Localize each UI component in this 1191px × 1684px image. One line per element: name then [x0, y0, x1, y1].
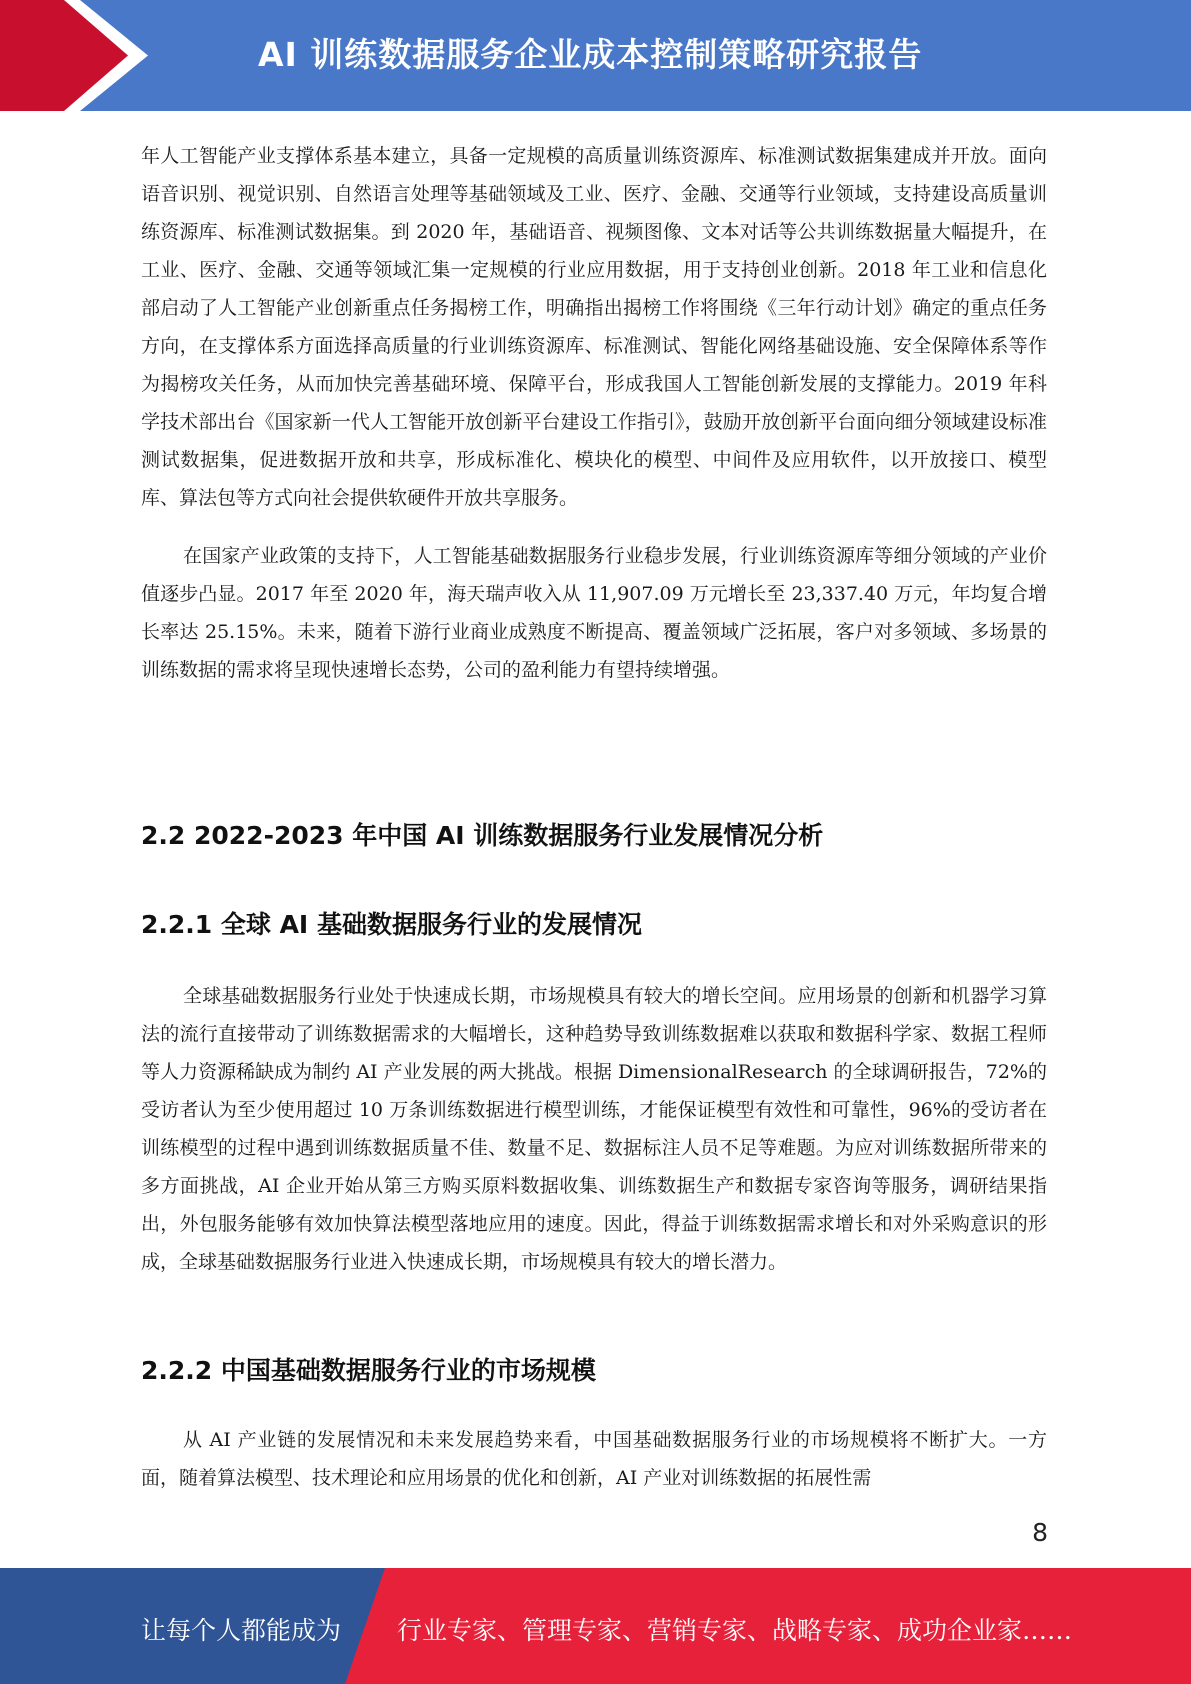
- section-heading-2-2: 2.2 2022-2023 年中国 AI 训练数据服务行业发展情况分析: [141, 821, 824, 850]
- footer-banner: [0, 1568, 1191, 1684]
- paragraph: 年人工智能产业支撑体系基本建立，具备一定规模的高质量训练资源库、标准测试数据集建成并开放。面向语音识别、视觉识别、自然语言处理等基础领域及工业、医疗、金融、交通等行业领域，支持建设高质量训练资源库、标准测试数据集。到 2020 年，基础语音、视频图像、文本对话等公共训练数据量大幅提升，在工业、医疗、金融、交通等领域汇集一定规模的行业应用数据，用于支持创业创新。2018 年工业和信息化部启动了人工智能产业创新重点任务揭榜工作，明确指出揭榜工作将围绕《三年行动计划》确定的重点任务方向，在支撑体系方面选择高质量的行业训练资源库、标准测试、智能化网络基础设施、安全保障体系等作为揭榜攻关任务，从而加快完善基础环境、保障平台，形成我国人工智能创新发展的支撑能力。2019 年科学技术部出台《国家新一代人工智能开放创新平台建设工作指引》，鼓励开放创新平台面向细分领域建设标准测试数据集，促进数据开放和共享，形成标准化、模块化的模型、中间件及应用软件，以开放接口、模型库、算法包等方式向社会提供软硬件开放共享服务。: [141, 145, 1047, 509]
- footer-slogan-left: 让每个人都能成为: [141, 1616, 342, 1645]
- page-number: 8: [1032, 1518, 1048, 1547]
- section-heading-2-2-1: 2.2.1 全球 AI 基础数据服务行业的发展情况: [141, 910, 642, 939]
- paragraph: 全球基础数据服务行业处于快速成长期，市场规模具有较大的增长空间。应用场景的创新和机器学习算法的流行直接带动了训练数据需求的大幅增长，这种趋势导致训练数据难以获取和数据科学家、数据工程师等人力资源稀缺成为制约 AI 产业发展的两大挑战。根据 DimensionalResearch 的全球调研报告，72%的受访者认为至少使用超过 10 万条训练数据进行模型训练，才能保证模型有效性和可靠性，96%的受访者在训练模型的过程中遇到训练数据质量不佳、数量不足、数据标注人员不足等难题。为应对训练数据所带来的多方面挑战，AI 企业开始从第三方购买原料数据收集、训练数据生产和数据专家咨询等服务，调研结果指出，外包服务能够有效加快算法模型落地应用的速度。因此，得益于训练数据需求增长和对外采购意识的形成，全球基础数据服务行业进入快速成长期，市场规模具有较大的增长潜力。: [141, 985, 1047, 1273]
- header-banner: [0, 0, 1191, 111]
- section-2-2-2-body: [141, 1421, 1047, 1497]
- intro-section: [141, 137, 1047, 689]
- section-heading-2-2-2: 2.2.2 中国基础数据服务行业的市场规模: [141, 1356, 596, 1385]
- report-title: AI 训练数据服务企业成本控制策略研究报告: [258, 35, 923, 74]
- footer-slogan-right: 行业专家、管理专家、营销专家、战略专家、成功企业家……: [397, 1616, 1073, 1645]
- header-chevron-icon: [0, 0, 150, 111]
- section-2-2-1-body: [141, 977, 1047, 1281]
- paragraph: 从 AI 产业链的发展情况和未来发展趋势来看，中国基础数据服务行业的市场规模将不断扩大。一方面，随着算法模型、技术理论和应用场景的优化和创新，AI 产业对训练数据的拓展性需: [141, 1429, 1047, 1489]
- paragraph: 在国家产业政策的支持下，人工智能基础数据服务行业稳步发展，行业训练资源库等细分领域的产业价值逐步凸显。2017 年至 2020 年，海天瑞声收入从 11,907.09 万元增长至 23,337.40 万元，年均复合增长率达 25.15%。未来，随着下游行业商业成熟度不断提高、覆盖领域广泛拓展，客户对多领域、多场景的训练数据的需求将呈现快速增长态势，公司的盈利能力有望持续增强。: [141, 545, 1047, 681]
